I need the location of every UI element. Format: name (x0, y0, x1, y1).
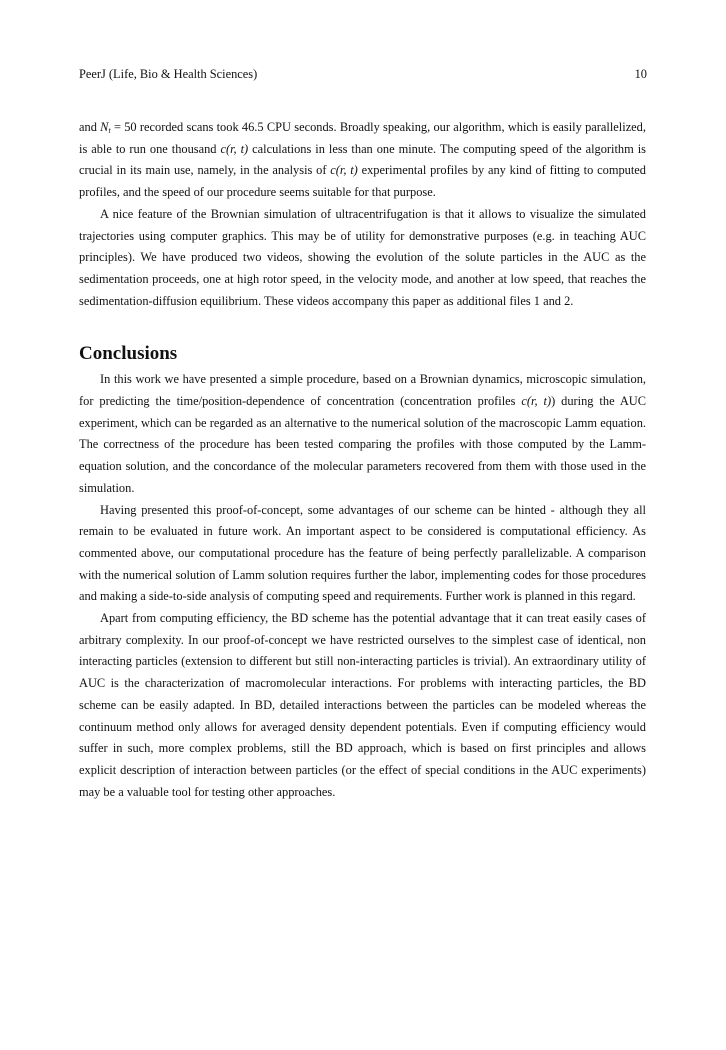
text-run: ) during the AUC experiment, which can be regarded as an alternative to the numerical solution of the macroscopic Lamm equation. The correctness of the procedure has been tested comparing the profiles with those computed by the Lamm-equation solution, and the concordance of the molecular parameters recovered from them with those used in the simulation. (79, 394, 646, 495)
journal-name: PeerJ (Life, Bio & Health Sciences) (79, 67, 258, 81)
text-run: and (79, 120, 101, 134)
section-heading-conclusions: Conclusions (79, 343, 178, 365)
math-concentration: c(r, t) (220, 141, 249, 156)
article-body (79, 117, 646, 803)
text-run: experimental profiles by any kind of fitting to computed profiles, and the speed of our procedure seems suitable for that purpose. (79, 163, 646, 200)
conclusions-paragraph-1 (79, 369, 646, 499)
conclusions-paragraph-3: Apart from computing efficiency, the BD scheme has the potential advantage that it can treat easily cases of arbitrary complexity. In our proof-of-concept we have restricted ourselves to the simplest case of identical, non interacting particles (extension to different but still non-interacting particles is trivial). An extraordinary utility of AUC is the characterization of macromolecular interactions. For problems with interacting particles, the BD scheme can be easily adapted. In BD, detailed interactions between the particles can be modeled whereas the continuum method only allows for averaged density dependent potentials. Even if computing efficiency would suffer in such, more complex problems, still the BD approach, which is based on first principles and allows explicit description of interaction between particles (or the effect of special conditions in the AUC experiments) may be a valuable tool for testing other approaches. (79, 611, 646, 799)
math-concentration: c(r, t) (521, 394, 552, 409)
page-header (79, 66, 647, 82)
text-run: = 50 recorded scans took 46.5 CPU seconds. Broadly speaking, our algorithm, which is easily parallelized, is able to run one thousand (79, 120, 646, 156)
page-number: 10 (634, 67, 647, 81)
math-n-subscript: t (108, 126, 111, 135)
text-run: In this work we have presented a simple procedure, based on a Brownian dynamics, microscopic simulation, for predicting the time/position-dependence of concentration (concentration profiles (79, 372, 646, 409)
continued-paragraph (79, 117, 646, 204)
math-n: N (100, 120, 109, 134)
conclusions-paragraph-2: Having presented this proof-of-concept, some advantages of our scheme can be hinted - although they all remain to be evaluated in future work. An important aspect to be considered is computational efficiency. As commented above, our computational procedure has the feature of being perfectly parallelizable. A comparison with the numerical solution of Lamm solution requires further the labor, implementing codes for those procedures and making a side-to-side analysis of computing speed and requirements. Further work is planned in this regard. (79, 502, 646, 604)
paragraph-videos: A nice feature of the Brownian simulation of ultracentrifugation is that it allows to visualize the simulated trajectories using computer graphics. This may be of utility for demonstrative purposes (e.g. in teaching AUC principles). We have produced two videos, showing the evolution of the solute particles in the AUC as the sedimentation proceeds, one at high rotor speed, in the velocity mode, and another at low speed, that reaches the sedimentation-diffusion equilibrium. These videos accompany this paper as additional files 1 and 2. (79, 206, 646, 308)
text-run: calculations in less than one minute. The computing speed of the algorithm is crucial in its main use, namely, in the analysis of (79, 141, 646, 178)
math-concentration: c(r, t) (330, 163, 358, 178)
